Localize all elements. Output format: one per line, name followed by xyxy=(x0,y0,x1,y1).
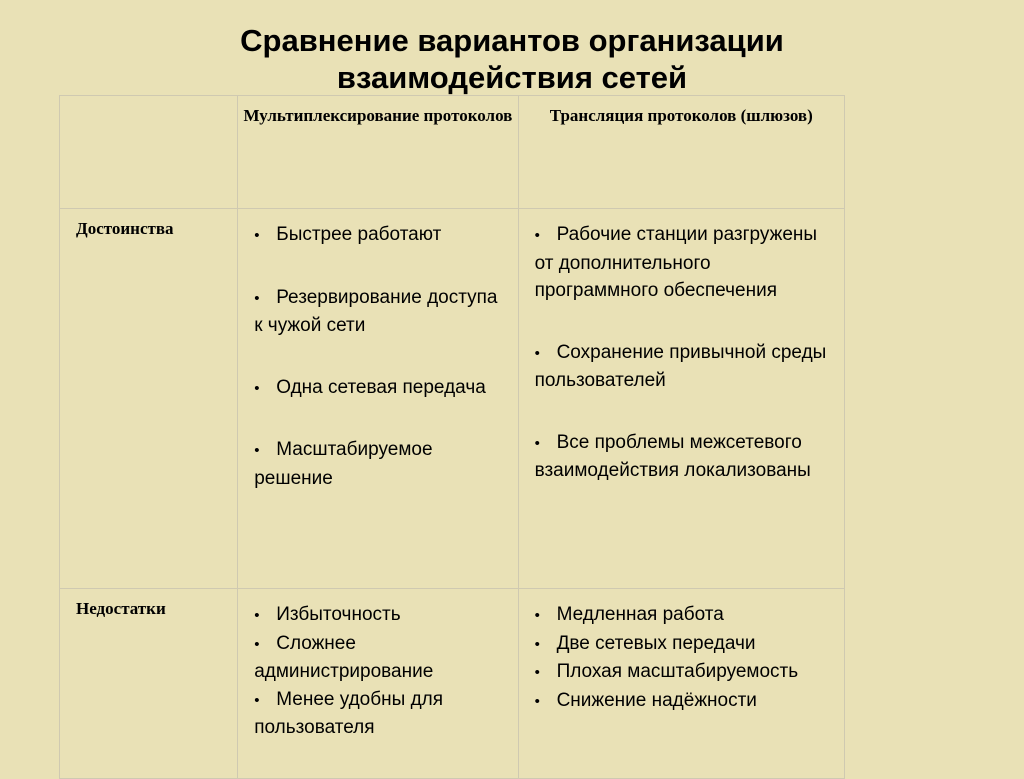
list-item xyxy=(254,374,509,403)
list-item xyxy=(535,429,836,485)
slide-title xyxy=(0,22,1024,96)
advantages-multiplexing-list xyxy=(254,221,509,492)
header-translation: Трансляция протоколов (шлюзов) xyxy=(518,96,844,209)
advantages-translation-list xyxy=(535,221,836,485)
list-item xyxy=(535,630,836,659)
list-item xyxy=(254,686,509,742)
list-item-text: Быстрее работают xyxy=(276,224,442,245)
disadvantages-translation-cell xyxy=(518,589,844,779)
list-item-text: Масштабируемое решение xyxy=(254,439,433,489)
comparison-table xyxy=(59,95,845,779)
header-multiplexing: Мультиплексирование протоколов xyxy=(238,96,518,209)
table-row-advantages xyxy=(60,209,845,589)
bullet-icon: • xyxy=(534,635,540,653)
bullet-icon: • xyxy=(254,442,260,459)
table-row-disadvantages xyxy=(60,589,845,779)
list-item xyxy=(254,630,509,686)
slide-title-line-2: взаимодействия сетей xyxy=(336,60,688,95)
list-item-text: Медленная работа xyxy=(556,604,724,625)
list-item-text: Сохранение привычной среды пользователей xyxy=(534,341,827,391)
bullet-icon: • xyxy=(534,344,540,362)
list-item xyxy=(535,601,836,630)
list-item-text: Снижение надёжности xyxy=(556,689,757,711)
row-label-advantages: Достоинства xyxy=(60,209,238,589)
table-header-row xyxy=(60,96,845,209)
list-item xyxy=(535,687,836,716)
bullet-icon: • xyxy=(254,227,260,244)
list-item-text: Сложнее администрирование xyxy=(254,632,434,682)
list-item xyxy=(254,284,509,340)
bullet-icon: • xyxy=(534,664,540,681)
advantages-multiplexing-cell xyxy=(238,209,518,589)
row-label-disadvantages: Недостатки xyxy=(60,589,238,779)
bullet-icon: • xyxy=(534,692,540,710)
list-item-text: Резервирование доступа к чужой сети xyxy=(254,286,498,336)
list-item xyxy=(254,436,509,492)
bullet-icon: • xyxy=(254,635,260,653)
bullet-icon: • xyxy=(254,289,260,307)
list-item xyxy=(254,601,509,630)
slide-title-line-1: Сравнение вариантов организации xyxy=(240,23,784,58)
list-item-text: Плохая масштабируемость xyxy=(556,661,799,682)
advantages-translation-cell xyxy=(518,209,844,589)
list-item xyxy=(535,221,836,305)
list-item-text: Менее удобны для пользователя xyxy=(254,688,444,738)
bullet-icon: • xyxy=(254,607,260,624)
list-item-text: Рабочие станции разгружены от дополнительного программного обеспечения xyxy=(534,224,818,301)
disadvantages-multiplexing-cell xyxy=(238,589,518,779)
disadvantages-translation-list xyxy=(535,601,836,715)
bullet-icon: • xyxy=(534,434,540,452)
bullet-icon: • xyxy=(534,607,540,624)
list-item-text: Две сетевых передачи xyxy=(556,632,756,654)
disadvantages-multiplexing-list xyxy=(254,601,509,742)
list-item-text: Избыточность xyxy=(276,604,401,625)
header-empty-cell xyxy=(60,96,238,209)
list-item-text: Все проблемы межсетевого взаимодействия локализованы xyxy=(534,431,811,481)
list-item xyxy=(535,339,836,395)
list-item-text: Одна сетевая передача xyxy=(276,376,486,398)
bullet-icon: • xyxy=(254,691,260,709)
list-item xyxy=(254,221,509,250)
bullet-icon: • xyxy=(534,227,540,244)
bullet-icon: • xyxy=(254,379,260,397)
list-item xyxy=(535,658,836,687)
